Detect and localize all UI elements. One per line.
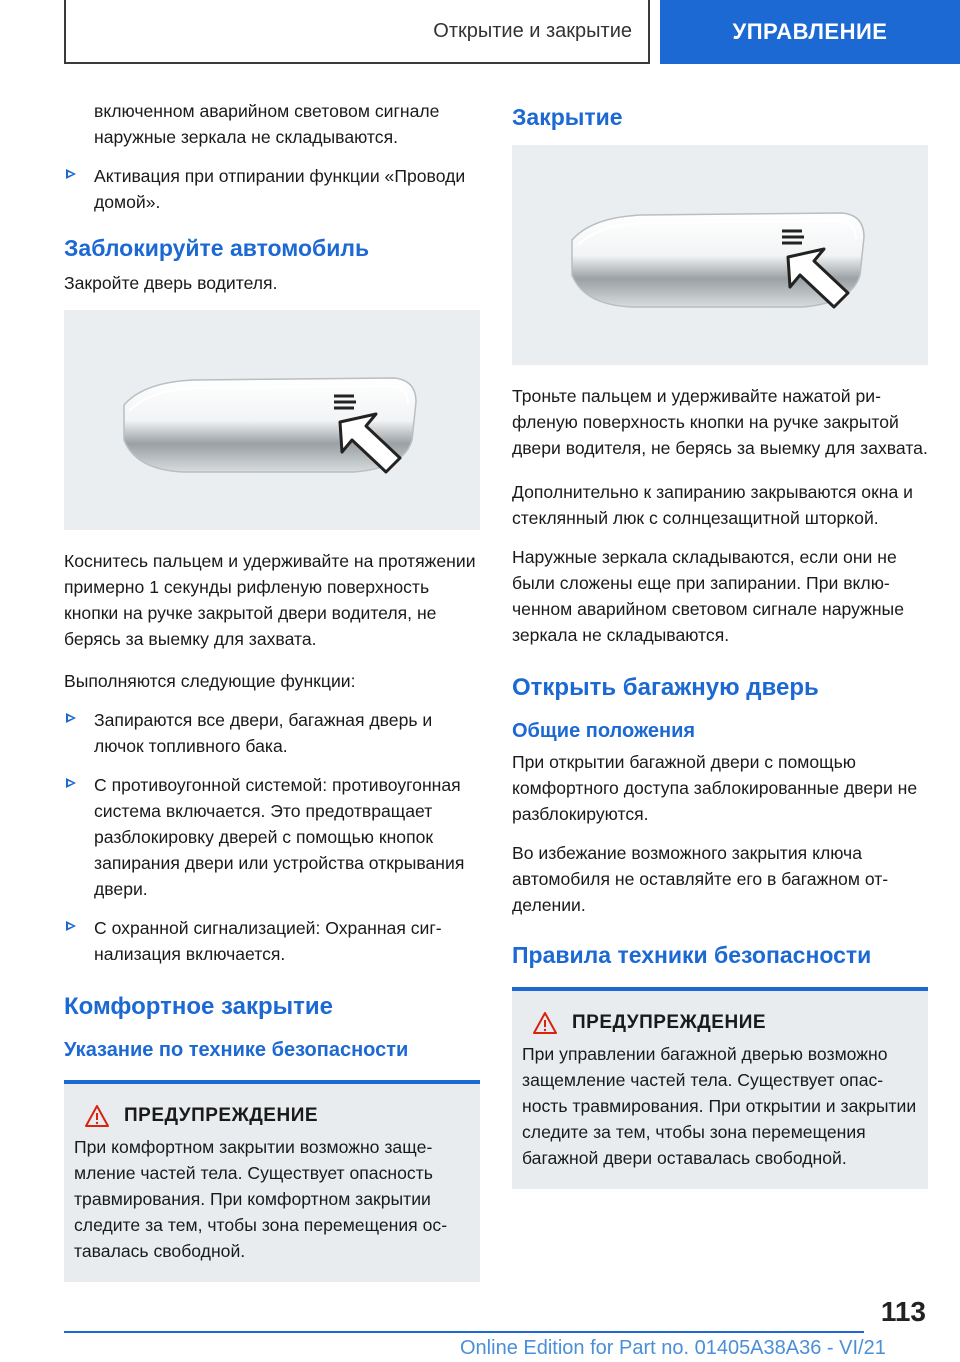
heading-closing: Закрытие [512, 104, 623, 130]
header-chapter [660, 0, 960, 64]
bullet-triangle-icon [66, 169, 76, 179]
warning-header [74, 1104, 470, 1128]
warning-title: ПРЕДУПРЕЖДЕНИЕ [572, 1012, 767, 1033]
bullet-text: Активация при отпирании функции «Проводи домой». [94, 166, 466, 212]
paragraph-functions: Выполняются следующие функции: [64, 671, 356, 691]
paragraph-comfort-access: При открытии багажной двери с помощью комфортного доступа заблокированные двери не разблокируются. [512, 752, 918, 824]
header-chapter-title: УПРАВЛЕНИЕ [732, 19, 888, 44]
heading-comfort-closing: Комфортное закрытие [64, 993, 334, 1020]
bullet-triangle-icon [66, 713, 76, 723]
door-handle-figure [512, 145, 928, 365]
header-section [64, 0, 650, 64]
bullet-item [64, 163, 480, 215]
footer-divider [64, 1331, 864, 1333]
left-column [64, 98, 480, 1282]
warning-title: ПРЕДУПРЕЖДЕНИЕ [124, 1105, 319, 1126]
warning-header [522, 1011, 918, 1035]
warning-triangle-icon [84, 1104, 110, 1128]
heading-lock-vehicle: Заблокируйте автомобиль [64, 235, 370, 261]
paragraph-touch-hold: Троньте пальцем и удерживайте нажатой рифленую поверхность кнопки на ручке закрытой двери водителя, не берясь за выемку для захвата. [512, 386, 928, 458]
bullet-item [64, 772, 480, 902]
paragraph-touch: Коснитесь пальцем и удерживайте на протяжении примерно 1 секунды рифленую поверхность кнопки на ручке закрытой двери водителя, не берясь за выемку для захвата. [64, 551, 476, 649]
paragraph-key: Во избежание возможного закрытия ключа автомобиля не оставляйте его в багажном отделении. [512, 843, 889, 915]
edition-text: Online Edition for Part no. 01405A38A36 - VI/21 [460, 1337, 886, 1359]
heading-safety-rules: Правила техники безопасности [512, 942, 872, 968]
heading-open-trunk: Открыть багажную дверь [512, 674, 819, 701]
warning-text: При комфортном закрытии возможно защeмление частей тела. Существует опасность травмирования. При комфортном закрытии следите за тем, чтобы зона перемещения оставалась свободной. [74, 1137, 448, 1261]
header-section-title: Открытие и закрытие [433, 19, 632, 42]
bullet-text: С противоугонной системой: противоугонная система включается. Это предотвращает разблокировку дверей с помощью кнопок запирания двери или устройства открывания двери. [94, 775, 465, 899]
paragraph-close-door: Закройте дверь водителя. [64, 273, 278, 293]
bullet-text: Запираются все двери, багажная дверь и лючок топливного бака. [94, 710, 433, 756]
bullet-item [64, 915, 480, 967]
heading-safety-note: Указание по технике безопасности [64, 1039, 409, 1061]
paragraph-mirrors: Наружные зеркала складываются, если они не были сложены еще при запирании. При включенном аварийном световом сигнале наружные зеркала не складываются. [512, 547, 904, 645]
continued-text: включенном аварийном световом сигнале наружные зеркала не складываются. [94, 101, 440, 147]
warning-triangle-icon [532, 1011, 558, 1035]
bullet-item [64, 707, 480, 759]
page-number: 113 [880, 1296, 926, 1327]
bullet-triangle-icon [66, 778, 76, 788]
warning-text: При управлении багажной дверью возможно защемление частей тела. Существует опасность травмирования. При открытии и закрытии следите за тем, чтобы зона перемещения багажной двери оставалась свободной. [522, 1044, 917, 1168]
warning-box [512, 987, 928, 1189]
paragraph-windows: Дополнительно к запиранию закрываются окна и стеклянный люк с солнцезащитной шторкой. [512, 482, 913, 528]
bullet-triangle-icon [66, 921, 76, 931]
door-handle-figure [64, 310, 480, 530]
right-column [512, 98, 928, 1189]
warning-box [64, 1080, 480, 1282]
bullet-text: С охранной сигнализацией: Охранная сигнализация включается. [94, 918, 442, 964]
heading-general: Общие положения [512, 720, 696, 742]
